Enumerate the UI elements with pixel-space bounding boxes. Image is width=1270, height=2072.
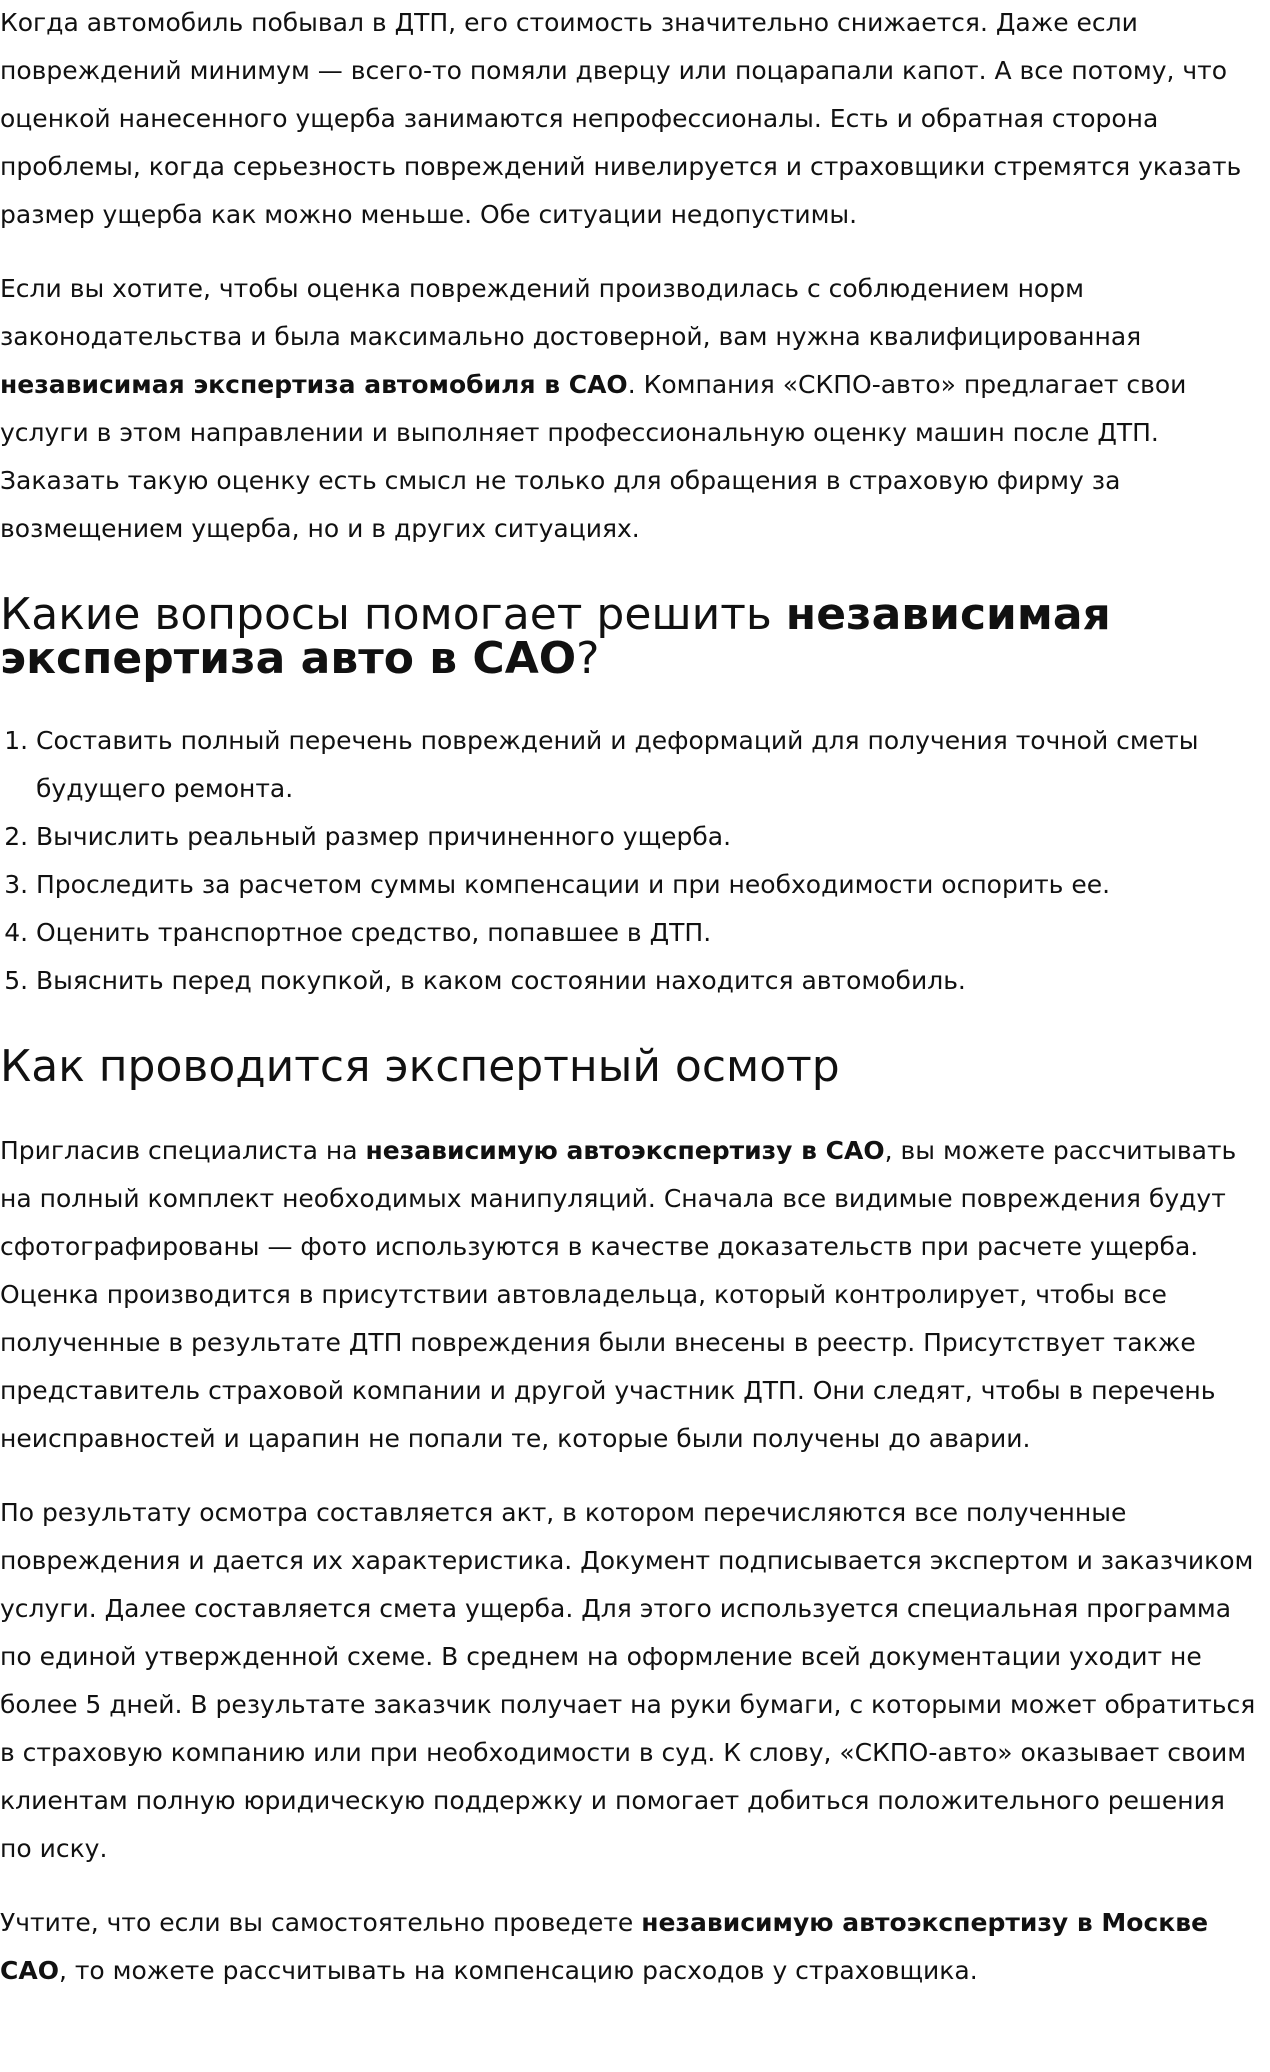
questions-heading-end: ?: [576, 633, 600, 684]
compensation-text-end: , то можете рассчитывать на компенсацию расходов у страховщика.: [58, 1956, 978, 1985]
compensation-text-start: Учтите, что если вы самостоятельно проведете: [0, 1908, 642, 1937]
intro-text: Когда автомобиль побывал в ДТП, его стоимость значительно снижается. Даже если повреждений минимум — всего-то помяли дверцу или поцарапали капот. А все потому, что оценкой нанесенного ущерба занимаются непрофессионалы. Есть и обратная сторона проблемы, когда серьезность повреждений нивелируется и страховщики стремятся указать размер ущерба как можно меньше. Обе ситуации недопустимы.: [0, 8, 1242, 229]
expertise-paragraph: [0, 265, 1270, 553]
questions-heading-keyword: независимая экспертиза авто в САО: [0, 589, 1111, 684]
questions-heading: [0, 589, 1270, 684]
list-item: 2. Вычислить реальный размер причиненного ущерба.: [36, 813, 1270, 861]
inspection-text-end: , вы можете рассчитывать на полный комплект необходимых манипуляций. Сначала все видимые повреждения будут сфотографированы — фото используются в качестве доказательств при расчете ущерба. Оценка производится в присутствии автовладельца, который контролирует, чтобы все полученные в результате ДТП повреждения были внесены в реестр. Присутствует также представитель страховой компании и другой участник ДТП. Они следят, чтобы в перечень неисправностей и царапин не попали те, которые были получены до аварии.: [0, 1136, 1237, 1453]
list-item: 3. Проследить за расчетом суммы компенсации и при необходимости оспорить ее.: [36, 861, 1270, 909]
result-paragraph: [0, 1489, 1270, 1873]
list-item: 4. Оценить транспортное средство, попавшее в ДТП.: [36, 909, 1270, 957]
inspection-paragraph: [0, 1127, 1270, 1463]
compensation-paragraph: [0, 1899, 1270, 1995]
inspection-keyword: независимую автоэкспертизу в САО: [365, 1136, 885, 1165]
questions-heading-start: Какие вопросы помогает решить: [0, 589, 786, 640]
intro-paragraph: [0, 0, 1270, 239]
list-item: 5. Выяснить перед покупкой, в каком состоянии находится автомобиль.: [36, 957, 1270, 1005]
expertise-keyword: независимая экспертиза автомобиля в САО: [0, 370, 628, 399]
questions-list: [0, 717, 1270, 1005]
result-text: По результату осмотра составляется акт, в котором перечисляются все полученные повреждения и дается их характеристика. Документ подписывается экспертом и заказчиком услуги. Далее составляется смета ущерба. Для этого используется специальная программа по единой утвержденной схеме. В среднем на оформление всей документации уходит не более 5 дней. В результате заказчик получает на руки бумаги, с которыми может обратиться в страховую компанию или при необходимости в суд. К слову, «СКПО-авто» оказывает своим клиентам полную юридическую поддержку и помогает добиться положительного решения по иску.: [0, 1498, 1256, 1863]
inspection-text-start: Пригласив специалиста на: [0, 1136, 366, 1165]
expertise-text-end: . Компания «СКПО-авто» предлагает свои услуги в этом направлении и выполняет профессиональную оценку машин после ДТП. Заказать такую оценку есть смысл не только для обращения в страховую фирму за возмещением ущерба, но и в других ситуациях.: [0, 370, 1187, 543]
list-item: 1. Составить полный перечень повреждений и деформаций для получения точной сметы будущего ремонта.: [36, 717, 1270, 813]
expertise-text-start: Если вы хотите, чтобы оценка повреждений производилась с соблюдением норм законодательства и была максимально достоверной, вам нужна квалифицированная: [0, 274, 1142, 351]
compensation-keyword: независимую автоэкспертизу в Москве САО: [0, 1908, 1209, 1985]
inspection-heading: Как проводится экспертный осмотр: [0, 1041, 840, 1092]
